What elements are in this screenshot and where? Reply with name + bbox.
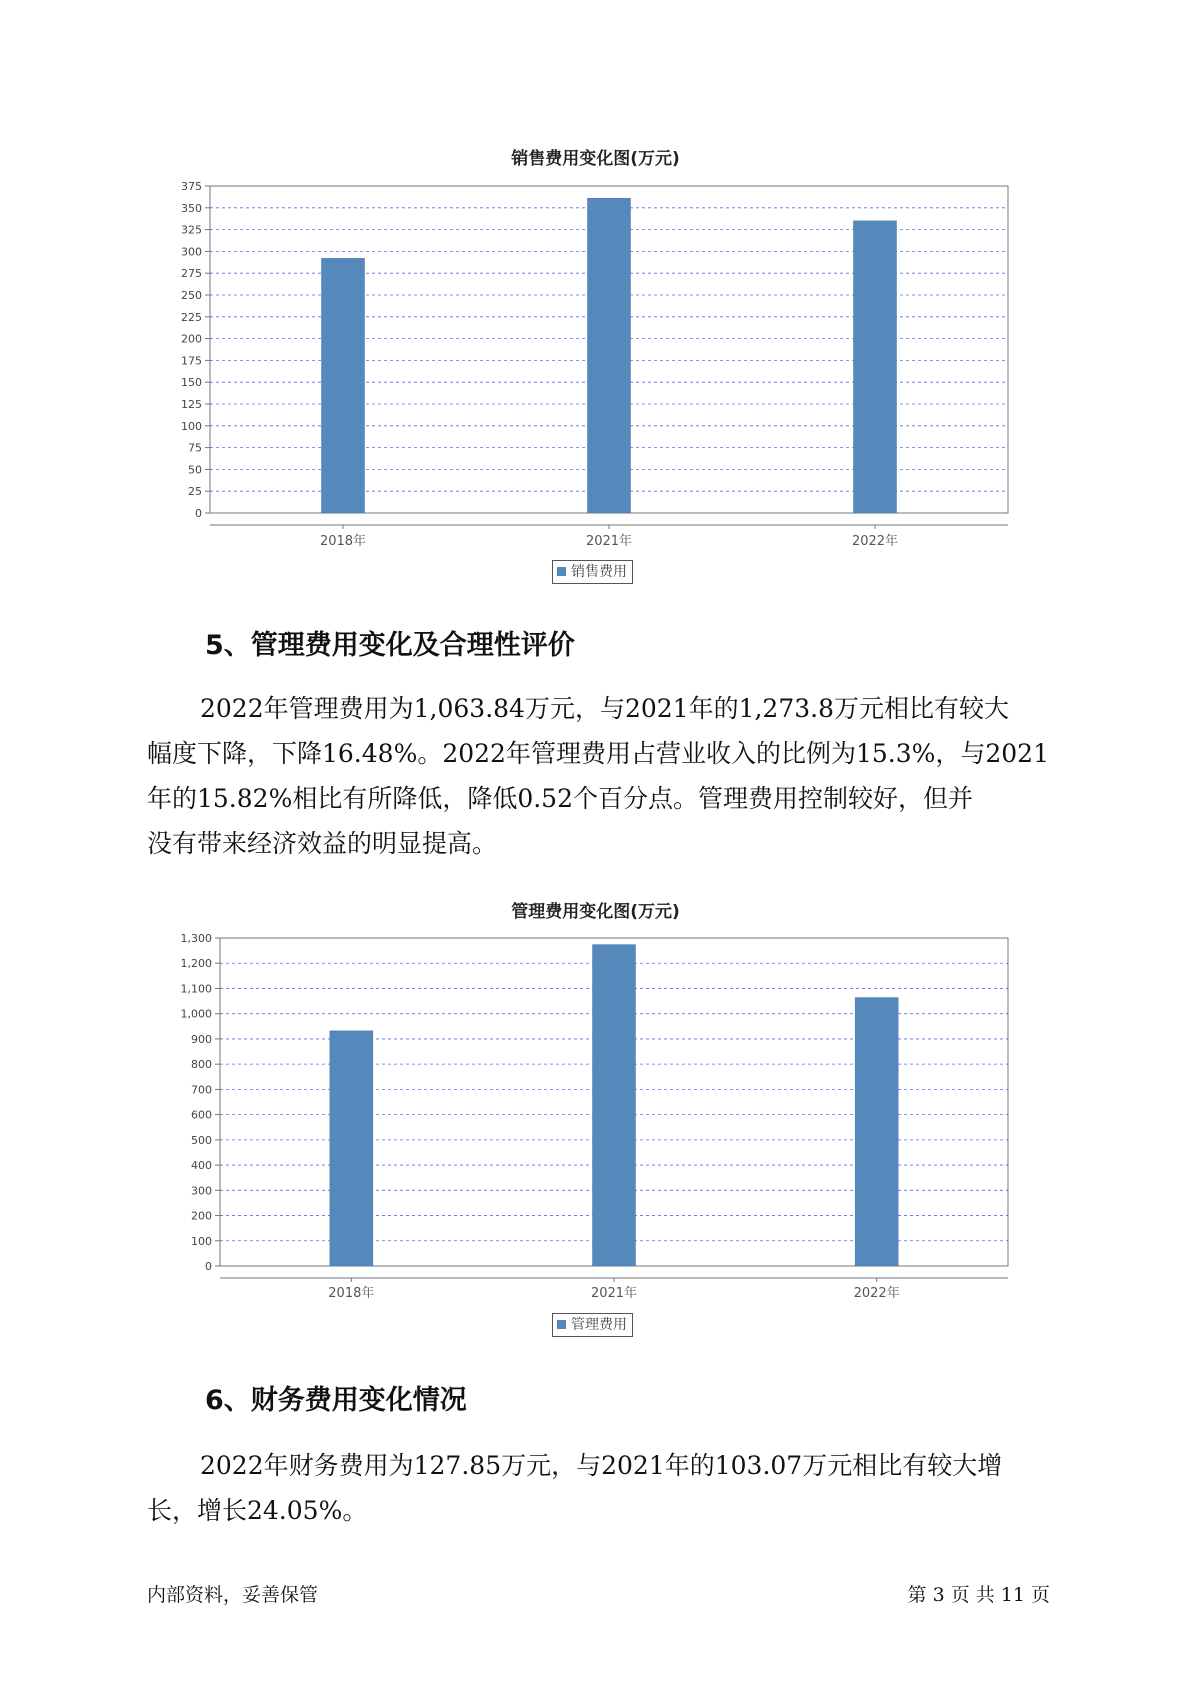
x-category-label: 2021年 (585, 534, 633, 549)
legend-swatch-icon (557, 1320, 566, 1329)
y-tick-label: 700 (191, 1083, 212, 1097)
footer-page-number: 第 3 页 共 11 页 (907, 1584, 1050, 1606)
x-category-label: 2022年 (851, 534, 899, 549)
y-tick-label: 350 (181, 201, 202, 215)
y-tick-label: 175 (181, 354, 202, 368)
y-tick-label: 600 (191, 1108, 212, 1122)
y-tick-label: 100 (181, 419, 202, 433)
y-tick-label: 400 (191, 1159, 212, 1173)
bar (330, 1031, 373, 1266)
y-tick-label: 300 (191, 1184, 212, 1198)
y-tick-label: 375 (181, 180, 202, 193)
x-category-label: 2022年 (853, 1286, 900, 1301)
y-tick-label: 1,100 (180, 982, 212, 996)
y-tick-label: 1,000 (180, 1007, 212, 1021)
y-tick-label: 250 (181, 289, 202, 302)
section-heading-6: 6、财务费用变化情况 (205, 1385, 467, 1416)
y-tick-label: 300 (181, 245, 202, 259)
footer-confidential-note: 内部资料，妥善保管 (147, 1584, 319, 1606)
y-tick-label: 200 (191, 1209, 212, 1223)
section-heading-5: 5、管理费用变化及合理性评价 (205, 630, 575, 661)
y-tick-label: 50 (188, 463, 202, 477)
y-tick-label: 1,200 (180, 957, 212, 971)
y-tick-label: 150 (181, 376, 202, 390)
y-tick-label: 800 (191, 1058, 212, 1072)
paragraph-line: 幅度下降，下降16.48%。2022年管理费用占营业收入的比例为15.3%，与2021 (147, 739, 1049, 768)
chart-title-admin: 管理费用变化图(万元) (511, 902, 680, 922)
bar (593, 945, 636, 1266)
y-tick-label: 25 (188, 485, 202, 499)
y-tick-label: 100 (191, 1234, 212, 1248)
y-tick-label: 275 (181, 267, 202, 281)
chart-title-sales: 销售费用变化图(万元) (511, 149, 680, 169)
legend-label: 管理费用 (571, 1317, 627, 1333)
paragraph-line: 2022年财务费用为127.85万元，与2021年的103.07万元相比有较大增 (200, 1451, 1003, 1480)
y-tick-label: 900 (191, 1032, 212, 1046)
paragraph-line: 年的15.82%相比有所降低，降低0.52个百分点。管理费用控制较好，但并 (147, 784, 973, 813)
y-tick-label: 75 (188, 441, 202, 455)
y-tick-label: 225 (181, 310, 202, 324)
y-tick-label: 0 (205, 1260, 212, 1273)
y-tick-label: 325 (181, 223, 202, 237)
y-tick-label: 1,300 (180, 932, 212, 945)
legend-label: 销售费用 (571, 564, 627, 580)
x-category-label: 2018年 (328, 1286, 375, 1301)
section-paragraph-6 (147, 1443, 1062, 1533)
paragraph-line: 2022年管理费用为1,063.84万元，与2021年的1,273.8万元相比有较大 (200, 694, 1009, 723)
y-tick-label: 500 (191, 1133, 212, 1147)
paragraph-line: 长，增长24.05%。 (147, 1496, 368, 1525)
y-tick-label: 125 (181, 398, 202, 411)
chart-legend-admin (552, 1313, 633, 1337)
bar (855, 998, 898, 1266)
y-tick-label: 200 (181, 332, 202, 346)
paragraph-line: 没有带来经济效益的明显提高。 (147, 829, 498, 858)
x-category-label: 2018年 (319, 534, 367, 549)
y-tick-label: 0 (195, 507, 202, 520)
x-category-label: 2021年 (590, 1286, 638, 1301)
